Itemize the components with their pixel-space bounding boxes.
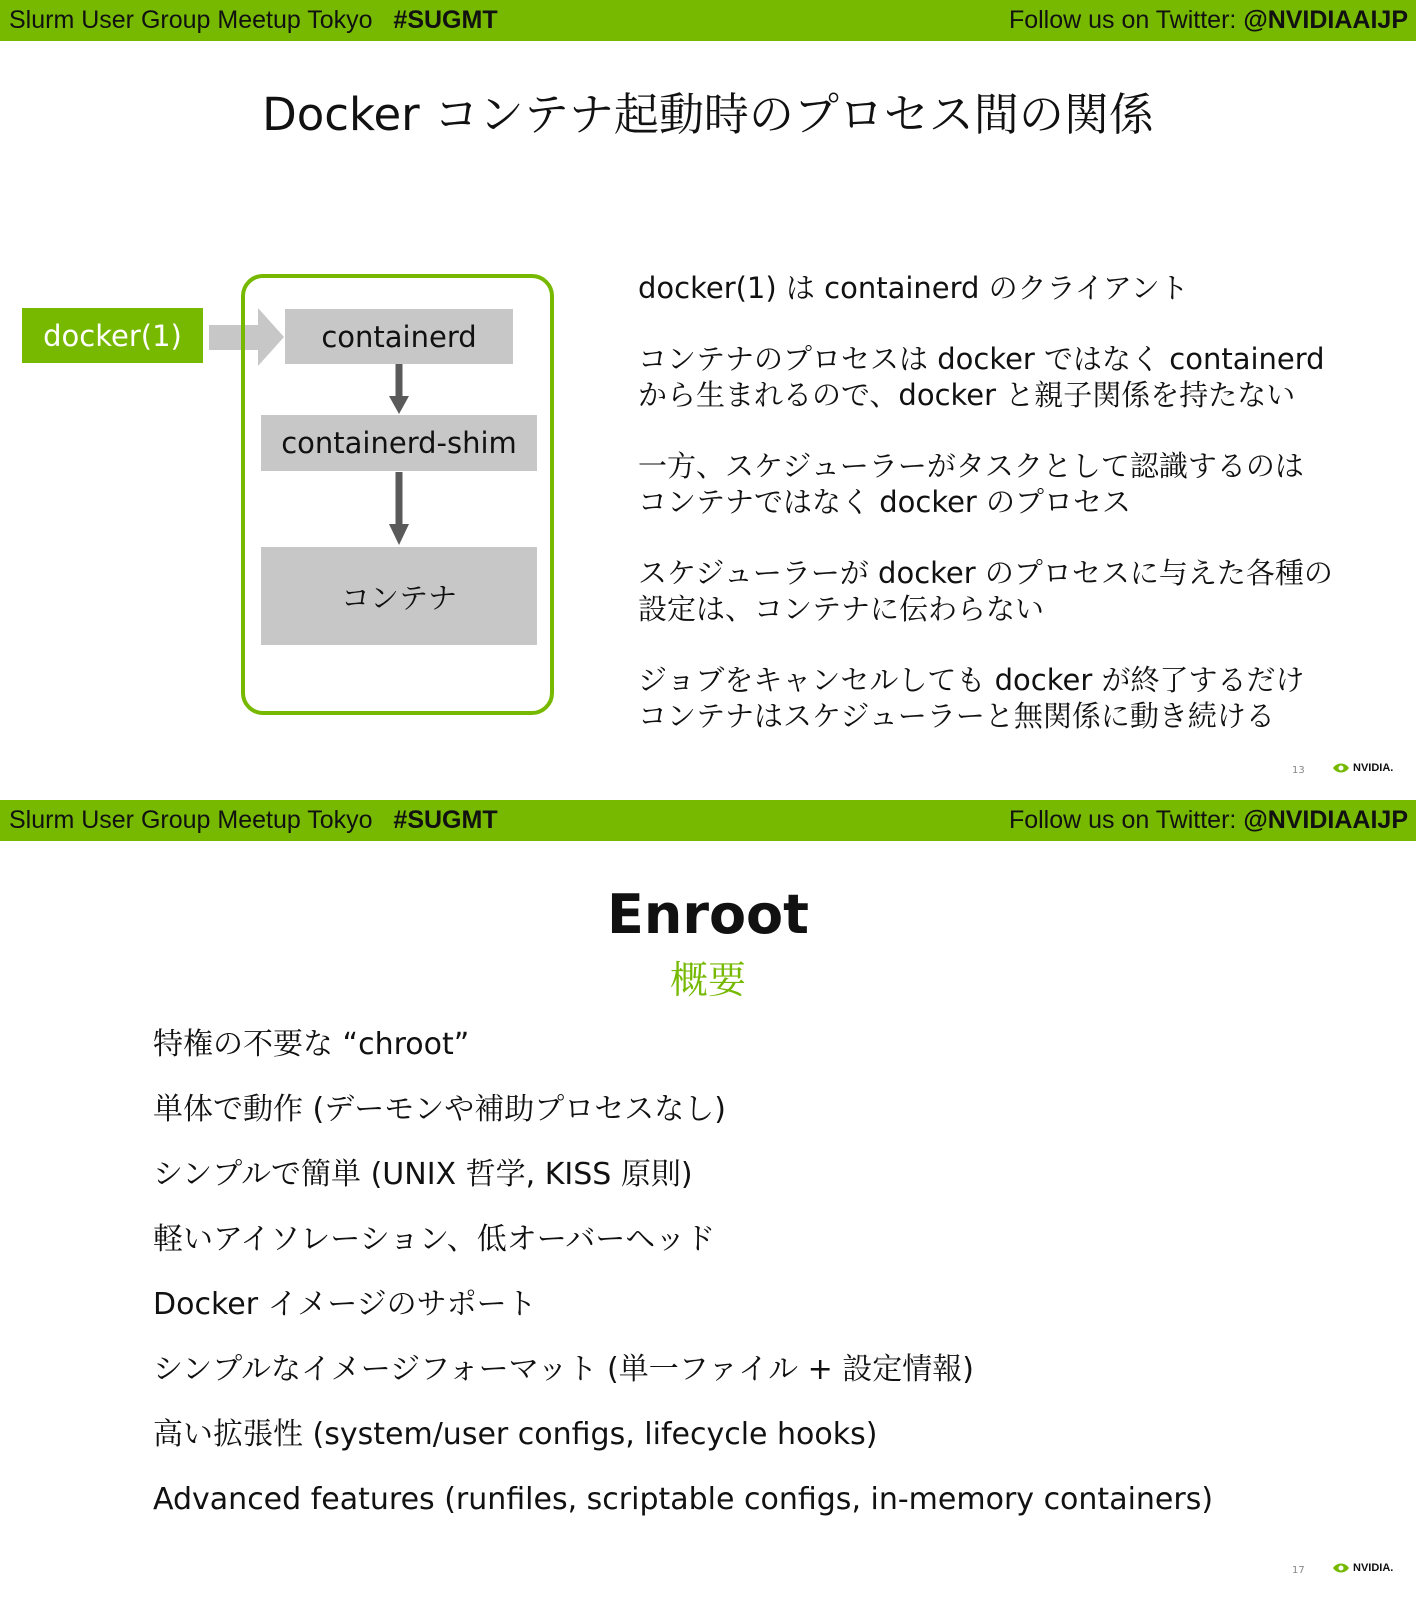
- page-number: 17: [1292, 1565, 1305, 1576]
- page-number: 13: [1292, 765, 1305, 776]
- nvidia-logo: [1332, 1562, 1393, 1574]
- meetup-name: Slurm User Group Meetup Tokyo: [9, 6, 373, 34]
- slide-subtitle: 概要: [669, 958, 746, 1002]
- feature-item: シンプルなイメージフォーマット (単一ファイル + 設定情報): [153, 1352, 975, 1387]
- containerd-shim-box: containerd-shim: [261, 415, 537, 471]
- slide-enroot-overview: [0, 800, 1416, 1600]
- explanation-item: [638, 448, 1398, 520]
- header-right: [1009, 806, 1408, 835]
- meetup-name: Slurm User Group Meetup Tokyo: [9, 806, 373, 834]
- nvidia-logo: [1332, 762, 1393, 774]
- nvidia-logo-text: NVIDIA.: [1353, 762, 1394, 774]
- header-bar: [0, 800, 1416, 841]
- explanation-line: コンテナはスケジューラーと無関係に動き続ける: [638, 699, 1275, 733]
- slide-title: Enroot: [607, 883, 809, 946]
- explanation-list: [638, 270, 1398, 769]
- feature-item: Docker イメージのサポート: [153, 1287, 537, 1322]
- explanation-line: 設定は、コンテナに伝わらない: [638, 592, 1045, 626]
- explanation-item: [638, 341, 1398, 413]
- explanation-line: 一方、スケジューラーがタスクとして認識するのは: [638, 449, 1304, 483]
- follow-text: Follow us on Twitter:: [1008, 806, 1237, 834]
- docker-client-box: docker(1): [22, 308, 203, 363]
- feature-item: シンプルで簡単 (UNIX 哲学, KISS 原則): [153, 1157, 693, 1192]
- twitter-handle[interactable]: @NVIDIAAIJP: [1243, 806, 1408, 834]
- containerd-box: containerd: [285, 309, 513, 364]
- explanation-line: から生まれるので、docker と親子関係を持たない: [638, 378, 1296, 412]
- explanation-line: コンテナではなく docker のプロセス: [638, 485, 1132, 519]
- feature-list: [153, 1012, 1213, 1532]
- nvidia-logo-text: NVIDIA.: [1353, 1562, 1394, 1574]
- feature-item: 特権の不要な “chroot”: [153, 1027, 470, 1062]
- nvidia-eye-icon: [1332, 1562, 1350, 1574]
- twitter-handle[interactable]: @NVIDIAAIJP: [1243, 6, 1408, 34]
- explanation-item: [638, 662, 1398, 734]
- explanation-line: コンテナのプロセスは docker ではなく containerd: [638, 342, 1325, 376]
- feature-item: 単体で動作 (デーモンや補助プロセスなし): [153, 1092, 726, 1127]
- nvidia-eye-icon: [1332, 762, 1350, 774]
- container-box: コンテナ: [261, 547, 537, 645]
- explanation-line: docker(1) は containerd のクライアント: [638, 271, 1189, 305]
- feature-item: Advanced features (runfiles, scriptable configs, in-memory containers): [153, 1482, 1214, 1517]
- hashtag: #SUGMT: [393, 6, 498, 34]
- explanation-line: スケジューラーが docker のプロセスに与えた各種の: [638, 556, 1333, 590]
- feature-item: 軽いアイソレーション、低オーバーヘッド: [153, 1222, 716, 1257]
- explanation-item: [638, 270, 1398, 306]
- hashtag: #SUGMT: [393, 806, 498, 834]
- header-left: [9, 806, 498, 835]
- explanation-line: ジョブをキャンセルしても docker が終了するだけ: [638, 663, 1305, 697]
- follow-text: Follow us on Twitter:: [1008, 6, 1237, 34]
- slide-title: Docker コンテナ起動時のプロセス間の関係: [262, 88, 1154, 141]
- feature-item: 高い拡張性 (system/user configs, lifecycle hooks): [153, 1417, 878, 1452]
- explanation-item: [638, 555, 1398, 627]
